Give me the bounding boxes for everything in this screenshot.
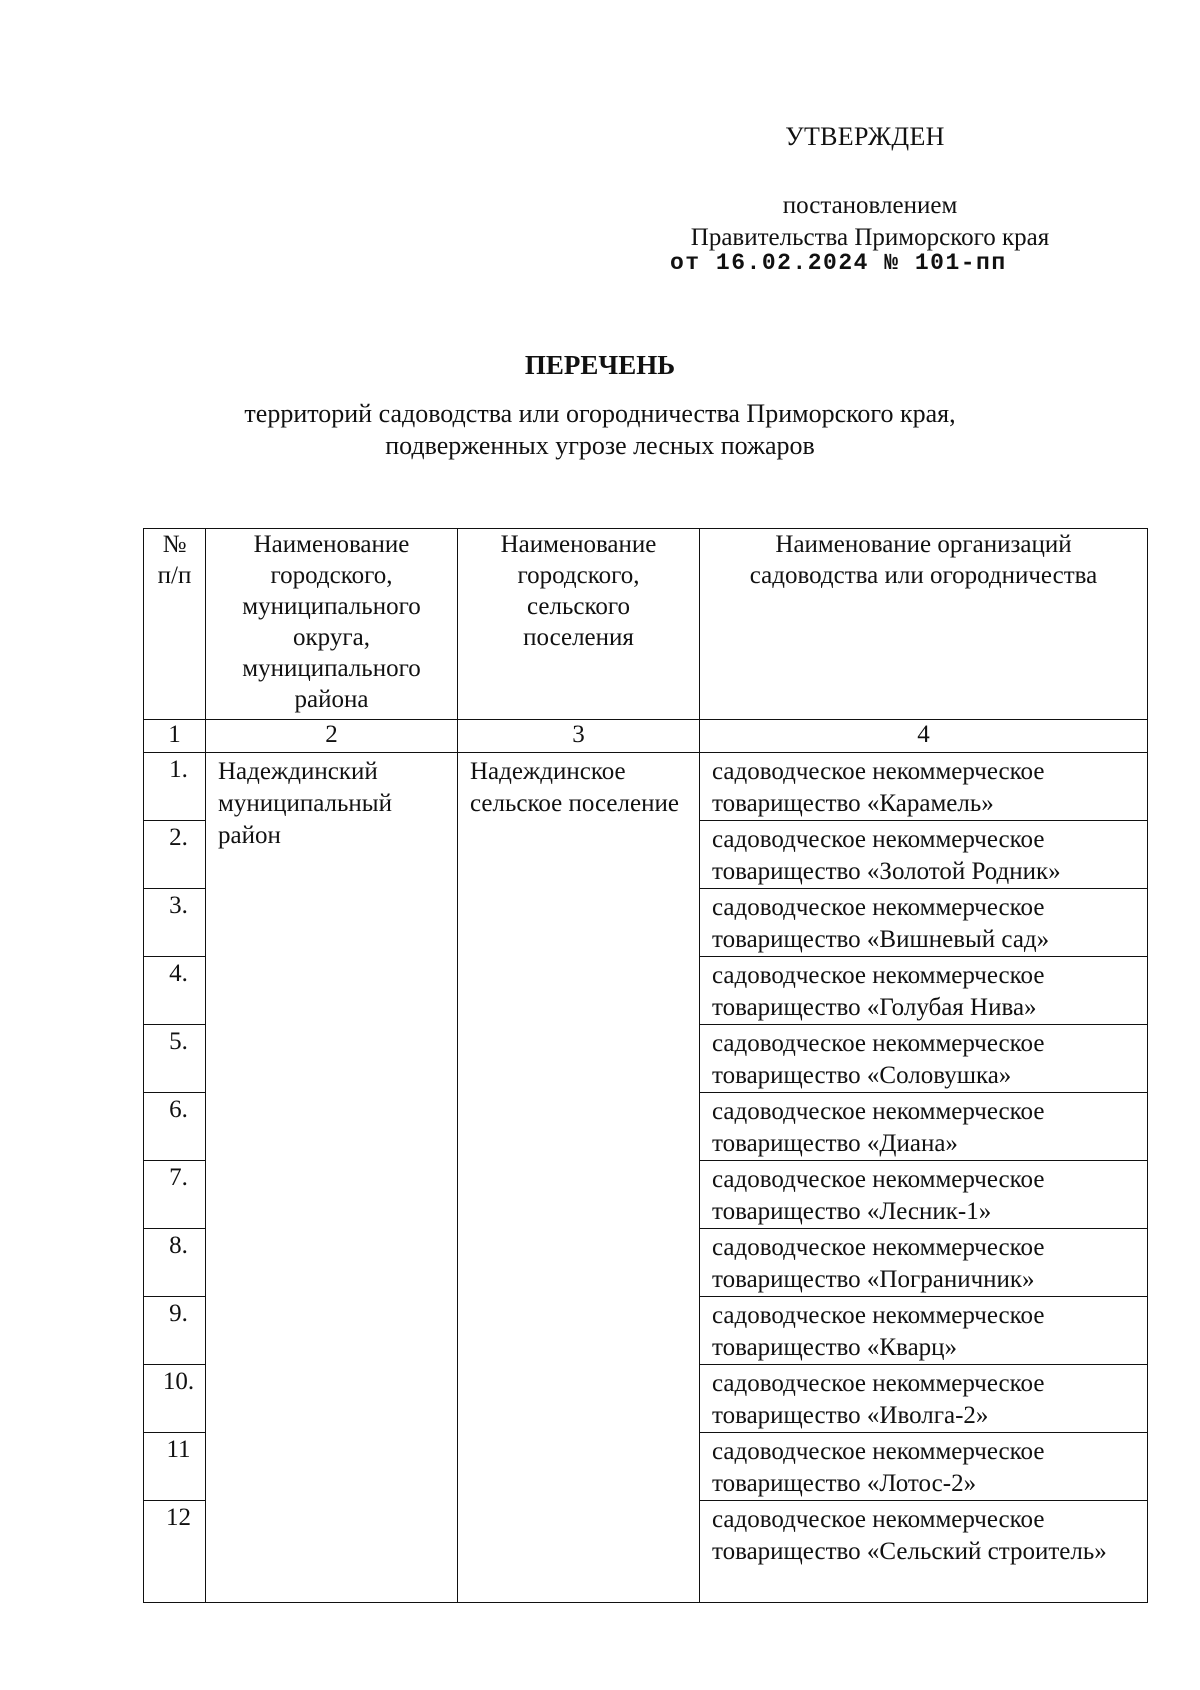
column-number-3: 3 (458, 720, 700, 753)
row-number: 2. (169, 824, 188, 851)
row-number: 9. (169, 1300, 188, 1327)
row-number: 5. (169, 1028, 188, 1055)
row-number: 12 (166, 1504, 191, 1531)
row-number-cell (144, 1297, 206, 1365)
row-number: 11 (166, 1436, 191, 1463)
organization-cell: садоводческое некоммерческое товарищество «Лотос-2» (700, 1433, 1148, 1501)
settlement-cell: Надеждинское сельское поселение (458, 753, 700, 1603)
row-number-cell (144, 1433, 206, 1501)
header-district: Наименование городского, муниципального округа, муниципального района (206, 529, 458, 720)
row-number-cell (144, 889, 206, 957)
row-number-cell (144, 1093, 206, 1161)
row-number: 3. (169, 892, 188, 919)
row-number: 1. (169, 756, 188, 783)
subtitle-line-2: подверженных угрозе лесных пожаров (385, 431, 815, 460)
table-header-row (144, 529, 1148, 720)
column-number-4: 4 (700, 720, 1148, 753)
organization-cell: садоводческое некоммерческое товарищество «Голубая Нива» (700, 957, 1148, 1025)
row-number: 8. (169, 1232, 188, 1259)
column-number-row (144, 720, 1148, 753)
row-number-cell (144, 957, 206, 1025)
organization-cell: садоводческое некоммерческое товарищество «Пограничник» (700, 1229, 1148, 1297)
document-subtitle (150, 398, 1050, 462)
column-number-1: 1 (144, 720, 206, 753)
territories-table (143, 528, 1148, 1603)
row-number-cell (144, 1025, 206, 1093)
row-number-cell (144, 1229, 206, 1297)
organization-cell: садоводческое некоммерческое товарищество «Диана» (700, 1093, 1148, 1161)
column-number-2: 2 (206, 720, 458, 753)
header-organization: Наименование организаций садоводства или огородничества (700, 529, 1148, 720)
table-row (144, 753, 1148, 821)
organization-cell: садоводческое некоммерческое товарищество «Иволга-2» (700, 1365, 1148, 1433)
row-number-cell (144, 821, 206, 889)
organization-cell: садоводческое некоммерческое товарищество «Лесник-1» (700, 1161, 1148, 1229)
approval-line-2: Правительства Приморского края (690, 224, 1050, 251)
district-cell: Надеждинский муниципальный район (206, 753, 458, 1603)
organization-cell: садоводческое некоммерческое товарищество «Вишневый сад» (700, 889, 1148, 957)
organization-cell: садоводческое некоммерческое товарищество «Карамель» (700, 753, 1148, 821)
header-settlement: Наименование городского, сельского поселения (458, 529, 700, 720)
approval-title: УТВЕРЖДЕН (785, 122, 945, 151)
approval-date: от 16.02.2024 № 101-пп (670, 250, 1007, 276)
row-number-cell (144, 753, 206, 821)
document-title: ПЕРЕЧЕНЬ (524, 350, 676, 380)
row-number: 4. (169, 960, 188, 987)
approval-block (620, 190, 1120, 254)
row-number: 6. (169, 1096, 188, 1123)
organization-cell: садоводческое некоммерческое товарищество «Соловушка» (700, 1025, 1148, 1093)
organization-cell: садоводческое некоммерческое товарищество «Сельский строитель» (700, 1501, 1148, 1603)
row-number: 10. (162, 1368, 195, 1395)
table-body (144, 529, 1148, 1603)
header-number: № п/п (144, 529, 206, 720)
organization-cell: садоводческое некоммерческое товарищество «Золотой Родник» (700, 821, 1148, 889)
organization-cell: садоводческое некоммерческое товарищество «Кварц» (700, 1297, 1148, 1365)
row-number: 7. (169, 1164, 188, 1191)
row-number-cell (144, 1365, 206, 1433)
row-number-cell (144, 1161, 206, 1229)
subtitle-line-1: территорий садоводства или огородничества Приморского края, (244, 399, 956, 428)
approval-line-1: постановлением (782, 192, 958, 219)
row-number-cell (144, 1501, 206, 1603)
